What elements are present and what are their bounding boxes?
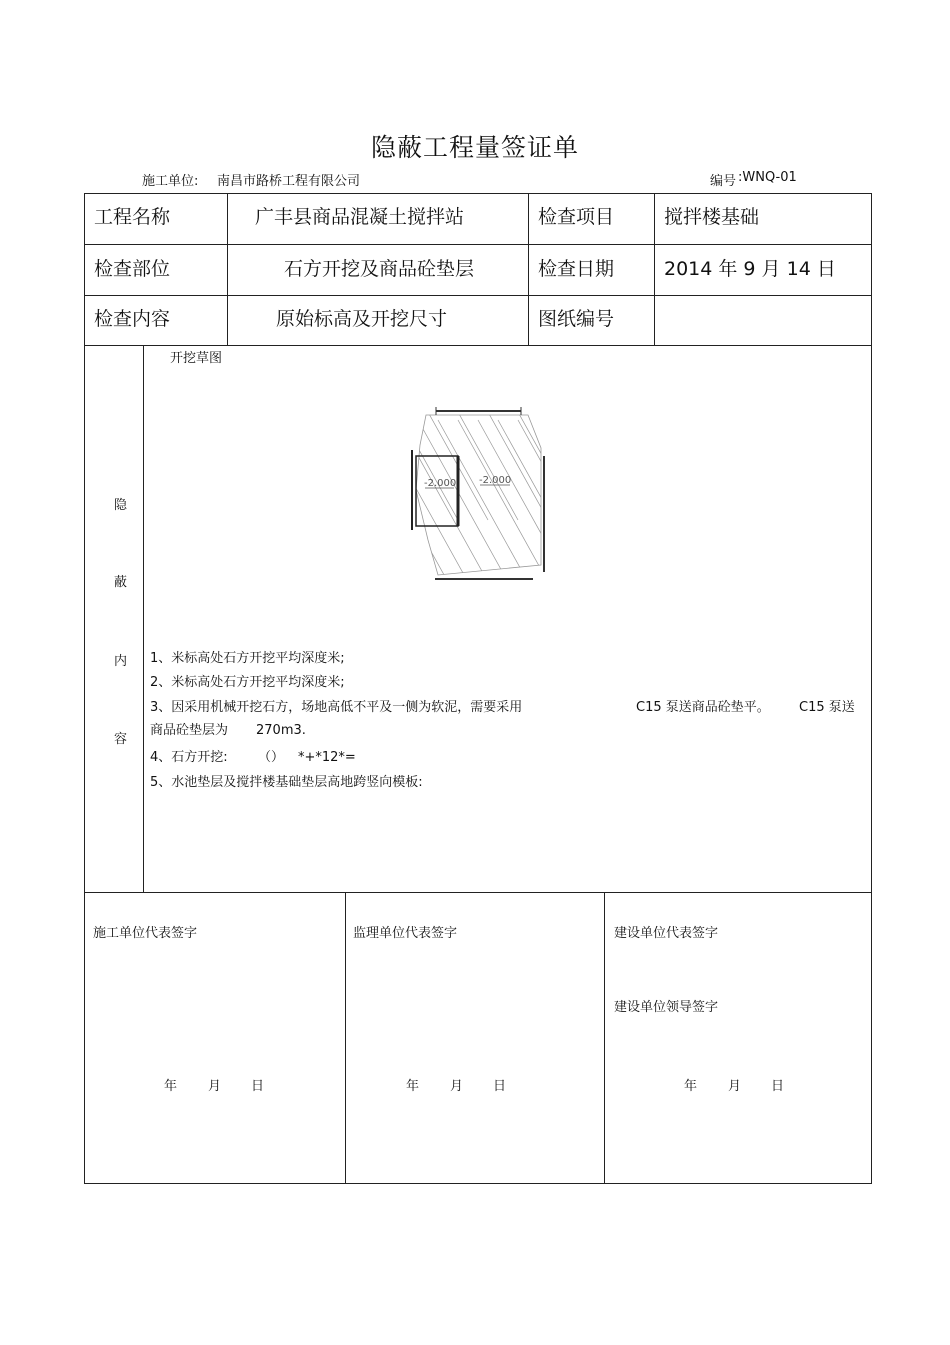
date-year-2: 年 [406,1079,420,1094]
elevation-mark-2: -2.000 [479,475,512,486]
row-divider [84,892,872,893]
date-day-1: 日 [251,1079,265,1094]
note-3e: 270m3. [256,723,306,738]
inspection-location-value: 石方开挖及商品砼垫层 [284,258,475,280]
note-3b: C15 泵送商品砼垫平。 [636,700,770,715]
inspection-item-value: 搅拌楼基础 [664,206,760,228]
project-name-label: 工程名称 [94,206,171,228]
inspection-date-label: 检查日期 [538,258,615,280]
date-month-3: 月 [728,1079,742,1094]
table-border-right [871,193,872,1184]
excavation-outline [416,415,541,575]
hatch-pattern [398,400,558,585]
side-char-4: 容 [114,732,128,747]
construction-unit-value: 南昌市路桥工程有限公司 [217,174,361,189]
col-divider [654,193,655,346]
note-4c: *+*12*= [298,750,356,765]
row-divider [84,345,872,346]
inspection-date-value: 2014 年 9 月 14 日 [664,258,836,280]
note-4a: 4、石方开挖: [150,750,228,765]
side-char-2: 蔽 [114,575,128,590]
inspection-content-value: 原始标高及开挖尺寸 [276,308,448,330]
document-number-label: 编号 [710,174,737,189]
side-char-1: 隐 [114,498,128,513]
sketch-label: 开挖草图 [170,351,223,366]
excavation-sketch [398,400,558,585]
document-number-value: :WNQ-01 [738,170,797,185]
date-month-1: 月 [208,1079,222,1094]
date-year-3: 年 [684,1079,698,1094]
date-year-1: 年 [164,1079,178,1094]
note-2: 2、米标高处石方开挖平均深度米; [150,675,345,690]
elevation-mark-1: -2.000 [424,478,457,489]
date-day-2: 日 [493,1079,507,1094]
construction-unit-label: 施工单位: [142,174,199,189]
table-border-bottom [84,1183,872,1184]
inspection-item-label: 检查项目 [538,206,615,228]
col-divider [528,193,529,346]
owner-leader-signature-label: 建设单位领导签字 [614,1000,719,1015]
drawing-number-label: 图纸编号 [538,308,615,330]
date-day-3: 日 [771,1079,785,1094]
project-name-value: 广丰县商品混凝土搅拌站 [255,206,465,228]
supervision-signature-label: 监理单位代表签字 [353,926,458,941]
col-divider [604,892,605,1184]
table-border-left [84,193,85,1184]
col-divider [227,193,228,346]
table-border-top [84,193,872,194]
note-3a: 3、因采用机械开挖石方，场地高低不平及一侧为软泥，需要采用 [150,700,523,715]
note-5: 5、水池垫层及搅拌楼基础垫层高地跨竖向模板: [150,775,423,790]
row-divider [84,244,872,245]
note-4b: （） [258,750,285,765]
date-month-2: 月 [450,1079,464,1094]
note-3d: 商品砼垫层为 [150,723,229,738]
side-char-3: 内 [114,654,128,669]
col-divider [143,345,144,893]
document-title: 隐蔽工程量签证单 [370,133,579,162]
note-1: 1、米标高处石方开挖平均深度米; [150,651,345,666]
inspection-content-label: 检查内容 [94,308,171,330]
col-divider [345,892,346,1184]
owner-signature-label: 建设单位代表签字 [614,926,719,941]
inspection-location-label: 检查部位 [94,258,171,280]
construction-signature-label: 施工单位代表签字 [93,926,198,941]
row-divider [84,295,872,296]
note-3c: C15 泵送 [799,700,855,715]
